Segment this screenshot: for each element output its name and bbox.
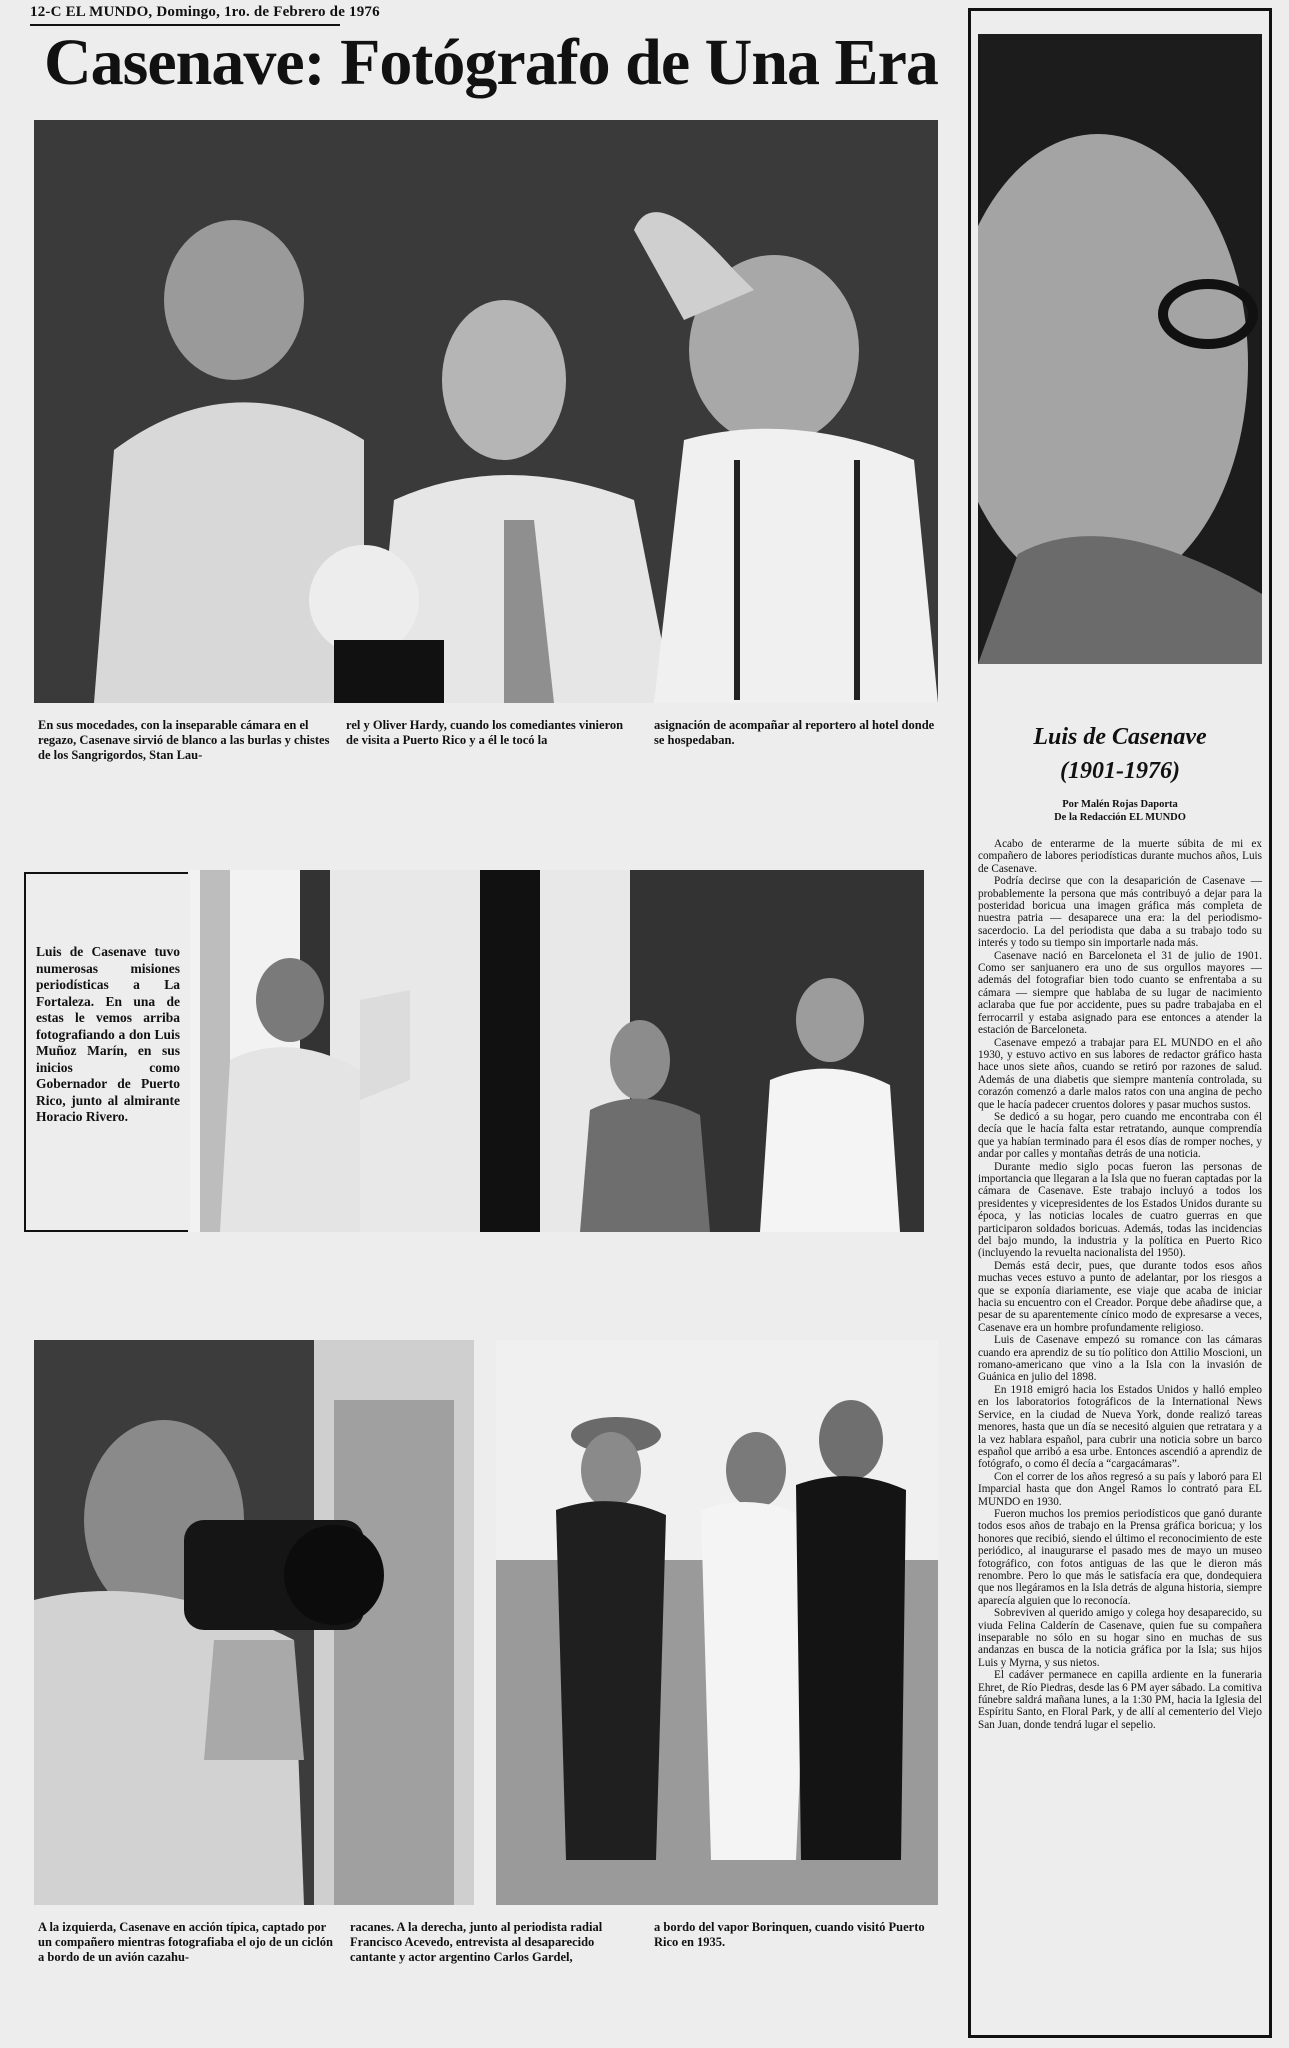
photo-carlos-gardel	[496, 1340, 938, 1905]
article-paragraph: Acabo de enterarme de la muerte súbita de mi ex compañero de labores periodísticas durante muchos años, Luis de Casenave.	[978, 838, 1262, 875]
article-body	[978, 838, 1262, 1731]
photo-portrait	[978, 34, 1262, 664]
caption-top-col2: rel y Oliver Hardy, cuando los comediantes vinieron de visita a Puerto Rico y a él le tocó la	[346, 718, 624, 747]
sidebar-title-name: Luis de Casenave	[1033, 724, 1207, 750]
article-paragraph: En 1918 emigró hacia los Estados Unidos y halló empleo en los laboratorios fotográficos de la International News Service, en la ciudad de Nueva York, donde realizó tareas menores, hasta que un día se necesitó alguien que retratara y a la vez hablara español, para cubrir una noticia sobre un barco español que arribó a esa urbe. Entonces ascendió a aprendiz de fotógrafo, o como él decía a “cargacámaras”.	[978, 1383, 1262, 1471]
byline	[968, 798, 1272, 824]
article-paragraph: Casenave nació en Barceloneta el 31 de julio de 1901. Como ser sanjuanero era uno de sus orgullos mayores —además del fotografiar bien todo cuanto se enfrentaba a su cámara — siempre que hablaba de su lugar de nacimiento aclaraba que fue por accidente, pues su padre trabajaba en el ferrocarril y estaba asignado para ese entonces a atender la estación de Barceloneta.	[978, 949, 1262, 1037]
byline-author: Por Malén Rojas Daporta	[1062, 799, 1178, 810]
article-paragraph: Demás está decir, pues, que durante todos esos años muchas veces estuvo a punto de adelantar, por los riesgos a que se exponía diariamente, ese viaje que acaba de iniciar hacia su encuentro con el Creador. Porque debe añadirse que, a pesar de su aparentemente cínico modo de expresarse a veces, Casenave era un hombre profundamente religioso.	[978, 1259, 1262, 1334]
headline: Casenave: Fotógrafo de Una Era	[44, 26, 938, 99]
article-paragraph: Sobreviven al querido amigo y colega hoy desaparecido, su viuda Felina Calderín de Casenave, quien fue su compañera inseparable no sólo en su hogar sino en muchas de sus andanzas en busca de la noticia gráfica por la Isla; sus hijos Luis y Myrna, y sus nietos.	[978, 1607, 1262, 1669]
photo-casenave-camera	[34, 1340, 474, 1905]
caption-bottom-col3: a bordo del vapor Borinquen, cuando visitó Puerto Rico en 1935.	[654, 1920, 925, 1949]
caption-top-col3: asignación de acompañar al reportero al hotel donde se hospedaban.	[654, 718, 935, 747]
article-paragraph: Durante medio siglo pocas fueron las personas de importancia que llegaran a la Isla que no fueran captadas por la cámara de Casenave. Este trabajo incluyó a todos los presidentes y vicepresidentes de los Estados Unidos durante su época, y las noticias locales de cuatro guerras en que participaron soldados boricuas. Además, todas las incidencias del bajo mundo, la industria y la política en Puerto Rico (incluyendo la revuelta nacionalista del 1950).	[978, 1160, 1262, 1260]
photo-la-fortaleza	[190, 870, 924, 1232]
photo-carlos-gardel-image	[496, 1340, 938, 1905]
caption-bottom-col1: A la izquierda, Casenave en acción típica, captado por un compañero mientras fotografiaba el ojo de un ciclón a bordo de un avión cazahu-	[38, 1920, 333, 1964]
photo-portrait-image	[978, 34, 1262, 664]
photo-laurel-hardy-image	[34, 120, 938, 703]
article-paragraph: Se dedicó a su hogar, pero cuando me encontraba con él decía que le hacía falta estar retratando, aunque comprendía que ya habían terminado para él esos días de romper noches, y andar por calles y montañas detrás de una noticia.	[978, 1110, 1262, 1161]
article-paragraph: Casenave empezó a trabajar para EL MUNDO en el año 1930, y estuvo activo en sus labores de redactor gráfico hasta hace unos siete años, cuando se retiró por razones de salud. Además de una diabetis que siempre mantenía controlada, su corazón comenzó a darle malos ratos con una angina de pecho que le hacía padecer cruentos dolores y pasar muchos sustos.	[978, 1036, 1262, 1111]
article-paragraph: Con el correr de los años regresó a su país y laboró para El Imparcial hasta que don Angel Ramos lo contrató para EL MUNDO en 1930.	[978, 1470, 1262, 1508]
caption-top-col1: En sus mocedades, con la inseparable cámara en el regazo, Casenave sirvió de blanco a las burlas y chistes de los Sangrigordos, Stan Lau-	[38, 718, 330, 762]
photo-casenave-camera-image	[34, 1340, 474, 1905]
sidebar-title-years: (1901-1976)	[1060, 758, 1180, 784]
photo-la-fortaleza-image	[190, 870, 924, 1232]
boxed-caption: Luis de Casenave tuvo numerosas misiones periodísticas a La Fortaleza. En una de estas le vemos arriba fotografiando a don Luis Muñoz Marín, en sus inicios como Gobernador de Puerto Rico, junto al almirante Horacio Rivero.	[24, 872, 188, 1232]
page-folio	[30, 4, 380, 21]
article-paragraph: Podría decirse que con la desaparición de Casenave —probablemente la persona que más contribuyó a dejar para la posteridad boricua una imagen gráfica más completa de nuestra patria — desaparece una era: la del periodismo-sacerdocio. La del periodista que daba a su trabajo todo su interés y todo su tiempo sin importarle nada más.	[978, 875, 1262, 950]
article-paragraph: Fueron muchos los premios periodísticos que ganó durante todos esos años de trabajo en la Prensa gráfica boricua; y los honores que recibió, siendo el último el reconocimiento de este periódico, al inaugurarse el pasado mes de mayo un museo fotográfico, con fotos antiguas de las que le dieron más renombre. Pero lo que más le satisfacía era que, dondequiera que nos llegáramos en la Isla detrás de alguna historia, siempre aparecía alguien que lo reconocía.	[978, 1507, 1262, 1607]
article-paragraph: Luis de Casenave empezó su romance con las cámaras cuando era aprendiz de su tío político don Attilio Moscioni, un romano-americano que vino a la Isla con la invasión de Guánica en julio del 1898.	[978, 1334, 1262, 1384]
sidebar-title	[968, 720, 1272, 788]
folio-text: 12-C EL MUNDO, Domingo, 1ro. de Febrero de 1976	[30, 4, 380, 20]
photo-laurel-hardy	[34, 120, 938, 703]
article-paragraph: El cadáver permanece en capilla ardiente en la funeraria Ehret, de Río Piedras, desde las 6 PM ayer sábado. La comitiva fúnebre saldrá mañana lunes, a la 1:30 PM, hacia la Iglesia del Espíritu Santo, en Floral Park, y de allí al cementerio del Viejo San Juan, donde tendrá lugar el sepelio.	[978, 1669, 1262, 1731]
byline-desk: De la Redacción EL MUNDO	[1054, 812, 1186, 823]
caption-bottom-col2: racanes. A la derecha, junto al periodista radial Francisco Acevedo, entrevista al desaparecido cantante y actor argentino Carlos Gardel,	[350, 1920, 603, 1964]
